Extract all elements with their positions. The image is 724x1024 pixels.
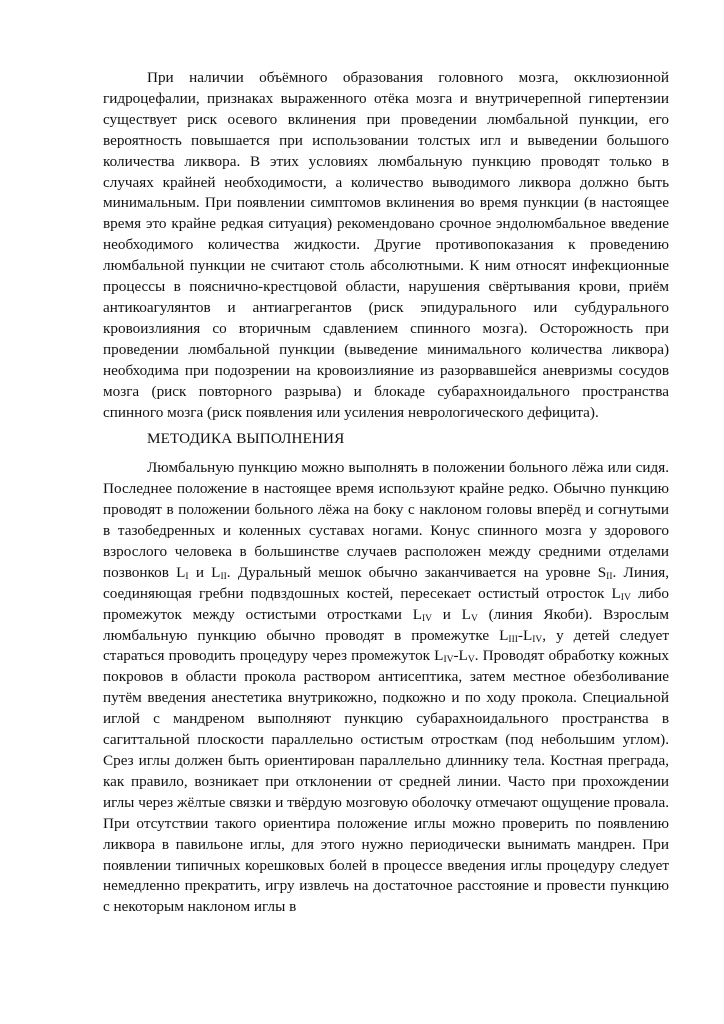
subscript: III <box>508 634 518 645</box>
subscript: V <box>470 613 478 624</box>
text-run: (линия Якоби). Взрослым люмбальную пункцию обычно проводят в промежутке L <box>103 605 669 644</box>
subscript: II <box>220 571 227 582</box>
subscript: IV <box>421 613 432 624</box>
text-run: Люмбальную пункцию можно выполнять в положении больного лёжа или сидя. Последнее положение в настоящее время используют крайне редко. Обычно пункцию проводят в положении больного лёжа на боку с наклоном головы вперёд и согнутыми в тазобедренных и коленных суставах ногами. Конус спинного мозга у здорового взрослого человека в большинстве случаев расположен между средними отделами позвонков L <box>103 459 669 581</box>
text-block <box>103 68 669 918</box>
text-run: и L <box>432 605 471 623</box>
subscript: IV <box>620 592 631 603</box>
text-run: либо промежуток между остистыми отростками L <box>103 584 669 623</box>
section-heading: МЕТОДИКА ВЫПОЛНЕНИЯ <box>147 430 345 448</box>
text-run: -L <box>453 647 468 665</box>
text-run: , у детей следует стараться проводить процедуру через промежуток L <box>103 626 669 665</box>
subscript: V <box>467 655 475 666</box>
subscript: IV <box>532 634 543 645</box>
subscript: II <box>606 571 613 582</box>
text-run: и L <box>188 563 221 581</box>
paragraph-contraindications: При наличии объёмного образования головного мозга, окклюзионной гидроцефалии, признаках выраженного отёка мозга и внутричерепной гипертензии существует риск осевого вклинения при проведении люмбальной пункции, его вероятность повышается при использовании толстых игл и выведении большого количества ликвора. В этих условиях люмбальную пункцию проводят только в случаях крайней необходимости, а количество выводимого ликвора должно быть минимальным. При появлении симптомов вклинения во время пункции (в настоящее время это крайне редкая ситуация) рекомендовано срочное эндолюмбальное введение необходимого количества жидкости. Другие противопоказания к проведению люмбальной пункции не считают столь абсолютными. К ним относят инфекционные процессы в пояснично-крестцовой области, нарушения свёртывания крови, приём антикоагулянтов и антиагрегантов (риск эпидурального или субдурального кровоизлияния со вторичным сдавлением спинного мозга). Осторожность при проведении люмбальной пункции (выведение минимального количества ликвора) необходима при подозрении на кровоизлияние из разорвавшейся аневризмы сосудов мозга (риск повторного разрыва) и блокаде субарахноидального пространства спинного мозга (риск появления или усиления неврологического дефицита). <box>103 69 669 421</box>
text-run: . Дуральный мешок обычно заканчивается на уровне S <box>226 563 607 581</box>
text-run: . Линия, соединяющая гребни подвздошных костей, пересекает остистый отросток L <box>103 563 669 602</box>
text-run: -L <box>517 626 533 644</box>
text-run: . Проводят обработку кожных покровов в области прокола раствором антисептика, затем местное обезболивание путём введения анестетика внутрикожно, подкожно и по ходу прокола. Специальной иглой с мандреном выполняют пункцию субарахноидального пространства в сагиттальной плоскости параллельно остистым отросткам (под небольшим углом). Срез иглы должен быть ориентирован параллельно длиннику тела. Костная преграда, как правило, возникает при отклонении от средней линии. Часто при прохождении иглы через жёлтые связки и твёрдую мозговую оболочку отмечают ощущение провала. При отсутствии такого ориентира положение иглы можно проверить по появлению ликвора в павильоне иглы, для этого нужно периодически вынимать мандрен. При появлении типичных корешковых болей в процессе введения иглы процедуру следует немедленно прекратить, игру извлечь на достаточное расстояние и провести пункцию с некоторым наклоном иглы в <box>103 647 670 916</box>
subscript: I <box>185 571 189 582</box>
subscript: IV <box>443 655 454 666</box>
paragraph-technique <box>103 458 669 918</box>
